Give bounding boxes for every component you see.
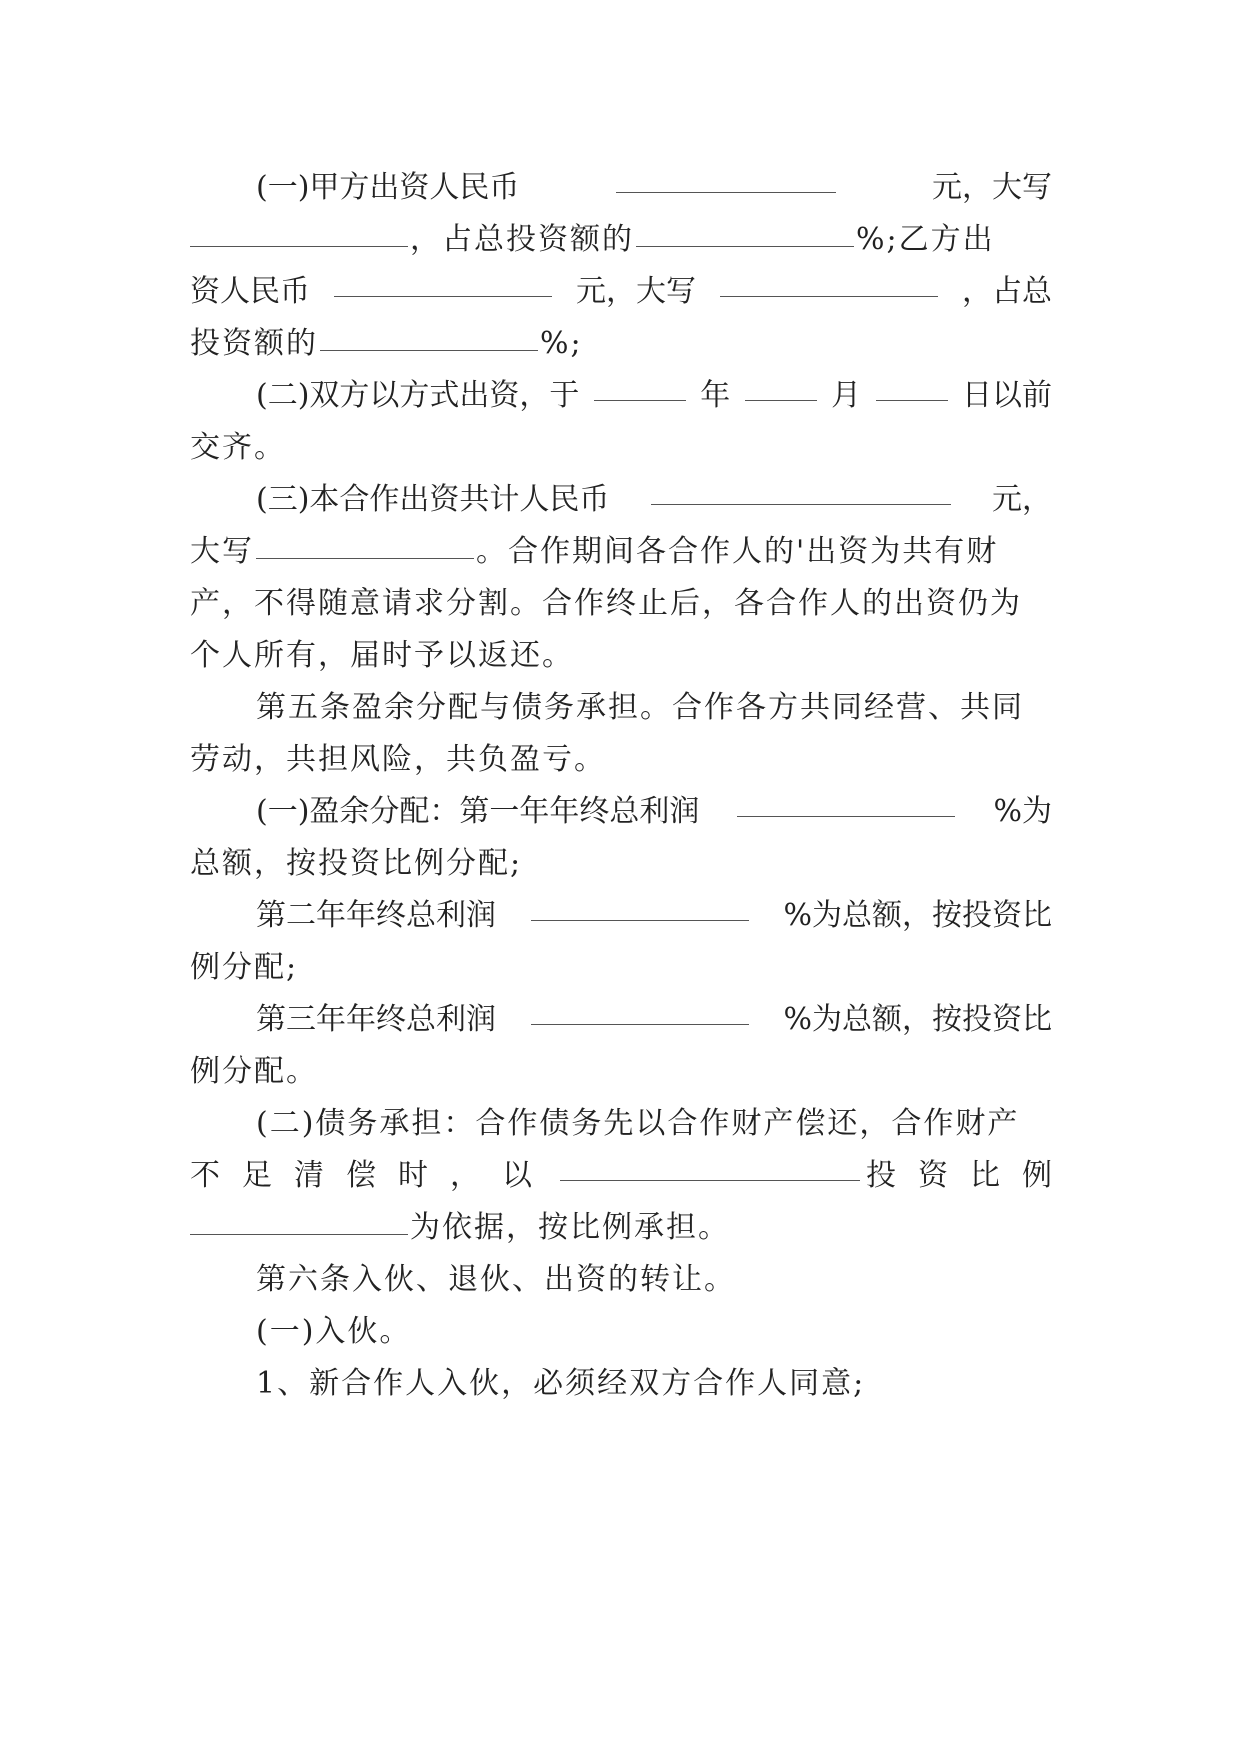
para2-line1 [256, 368, 1052, 424]
fill-blank-total-amount[interactable] [651, 472, 951, 505]
profit-line3 [256, 888, 1052, 944]
article6-sub1: (一)入伙。 [256, 1314, 412, 1349]
profit-line5-prefix: 第三年年终总利润 [256, 1002, 496, 1037]
para2-line1-prefix: (二)双方以方式出资，于 [256, 378, 580, 413]
para1-line3-prefix: 资人民币 [190, 274, 310, 309]
para1-line4 [190, 316, 583, 372]
para1-line2-suffix: %;乙方出 [856, 222, 995, 257]
para1-line3-suffix: ，占总 [962, 274, 1052, 309]
para3-line2-prefix: 大写 [190, 534, 254, 569]
debt-line2-prefix: 不足清偿时，以 [190, 1158, 554, 1193]
profit-line4: 例分配; [190, 950, 299, 985]
fill-blank-year[interactable] [594, 368, 686, 401]
profit-line1 [256, 784, 1052, 840]
profit-line3-suffix: %为总额，按投资比 [783, 898, 1052, 933]
fill-blank-debt-ratio[interactable] [190, 1202, 408, 1235]
fill-blank-profit-year2[interactable] [531, 888, 749, 921]
fill-blank-day[interactable] [876, 368, 948, 401]
para3-line3: 产，不得随意请求分割。合作终止后，各合作人的出资仍为 [190, 586, 1022, 621]
profit-line1-prefix: (一)盈余分配：第一年年终总利润 [256, 794, 700, 829]
article6-title: 第六条入伙、退伙、出资的转让。 [256, 1262, 736, 1297]
profit-line5 [256, 992, 1052, 1048]
para2-line2: 交齐。 [190, 430, 286, 465]
para2-month-label: 月 [831, 378, 862, 413]
para3-line2-suffix: 。合作期间各合作人的'出资为共有财 [476, 534, 999, 569]
fill-blank-amount-b-words[interactable] [720, 264, 938, 297]
fill-blank-debt-basis[interactable] [560, 1148, 860, 1181]
debt-line3-suffix: 为依据，按比例承担。 [410, 1210, 730, 1245]
debt-line3 [190, 1200, 730, 1256]
fill-blank-profit-year3[interactable] [531, 992, 749, 1025]
debt-line2 [190, 1148, 1074, 1204]
para1-line3 [190, 264, 1052, 320]
para1-line2 [190, 212, 995, 268]
para1-line4-prefix: 投资额的 [190, 326, 318, 361]
profit-line2: 总额，按投资比例分配; [190, 846, 523, 881]
fill-blank-amount-a-words[interactable] [190, 214, 408, 247]
para1-line1 [256, 160, 1052, 216]
fill-blank-month[interactable] [745, 368, 817, 401]
para1-line3-middle: 元，大写 [576, 274, 696, 309]
para1-line4-suffix: %; [540, 326, 583, 361]
fill-blank-total-amount-words[interactable] [256, 526, 474, 559]
fill-blank-amount-a[interactable] [616, 160, 836, 193]
para3-line2 [190, 524, 998, 580]
fill-blank-profit-year1[interactable] [737, 784, 955, 817]
profit-line1-suffix: %为 [993, 794, 1052, 829]
debt-line1: (二)债务承担：合作债务先以合作财产偿还，合作财产 [256, 1106, 1020, 1141]
article5-line2: 劳动，共担风险，共负盈亏。 [190, 742, 606, 777]
profit-line6: 例分配。 [190, 1054, 318, 1089]
para3-line4: 个人所有，届时予以返还。 [190, 638, 574, 673]
para3-line1-suffix: 元， [991, 482, 1052, 517]
debt-line2-suffix: 投资比例 [866, 1158, 1074, 1193]
para1-line1-suffix: 元，大写 [931, 170, 1052, 205]
fill-blank-percent-b[interactable] [320, 318, 538, 351]
para1-line2-middle: ，占总投资额的 [410, 222, 634, 257]
para3-line1-prefix: (三)本合作出资共计人民币 [256, 482, 610, 517]
para3-line1 [256, 472, 1052, 528]
article6-item1: 1、新合作人入伙，必须经双方合作人同意; [256, 1366, 866, 1401]
article5-line1: 第五条盈余分配与债务承担。合作各方共同经营、共同 [256, 690, 1024, 725]
fill-blank-amount-b[interactable] [334, 264, 552, 297]
profit-line5-suffix: %为总额，按投资比 [783, 1002, 1052, 1037]
profit-line3-prefix: 第二年年终总利润 [256, 898, 496, 933]
para1-line1-prefix: (一)甲方出资人民币 [256, 170, 520, 205]
para2-line1-suffix: 日以前 [961, 378, 1052, 413]
fill-blank-percent-a[interactable] [636, 214, 854, 247]
para2-year-label: 年 [700, 378, 731, 413]
